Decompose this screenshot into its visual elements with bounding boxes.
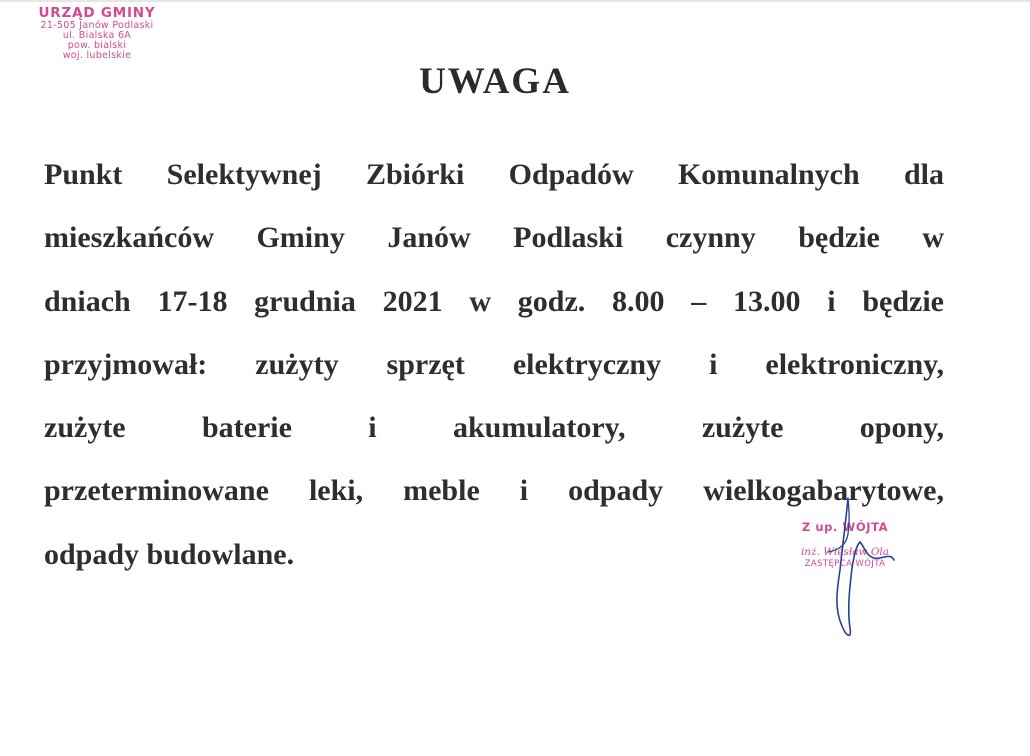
signature-stamp-authority: Z up. WÓJTA <box>801 520 889 534</box>
signature-stroke <box>837 498 894 635</box>
office-stamp-voivodeship: woj. lubelskie <box>62 50 132 62</box>
office-stamp-address: 21-505 Janów Podlaski <box>40 20 154 32</box>
notice-line-1: Punkt Selektywnej Zbiórki Odpadów Komunalnych dla <box>44 158 944 191</box>
signature-stroke-upper <box>828 498 849 552</box>
office-stamp-street: ul. Bialska 6A <box>62 30 132 42</box>
notice-heading: UWAGA <box>419 61 571 102</box>
office-stamp-county: pow. bialski <box>67 40 127 52</box>
notice-line-2: mieszkańców Gminy Janów Podlaski czynny będzie w <box>44 221 944 255</box>
signature-stamp-role: ZASTĘPCA WÓJTA <box>804 559 886 569</box>
notice-line-6: przeterminowane leki, meble i odpady wielkogabarytowe, <box>44 474 944 508</box>
handwritten-signature <box>790 490 910 650</box>
notice-line-4: przyjmował: zużyty sprzęt elektryczny i elektroniczny, <box>44 347 944 381</box>
signature-stamp-name: inż. Wiesław Ola <box>800 546 890 558</box>
office-stamp <box>22 6 172 61</box>
notice-line-3: dniach 17-18 grudnia 2021 w godz. 8.00 – 13.00 i będzie <box>44 284 944 318</box>
scan-edge <box>0 0 1030 2</box>
office-stamp-title: URZĄD GMINY <box>38 5 156 21</box>
notice-line-5: zużyte baterie i akumulatory, zużyte opony, <box>44 411 944 445</box>
notice-line-7: odpady budowlane. <box>44 537 295 571</box>
